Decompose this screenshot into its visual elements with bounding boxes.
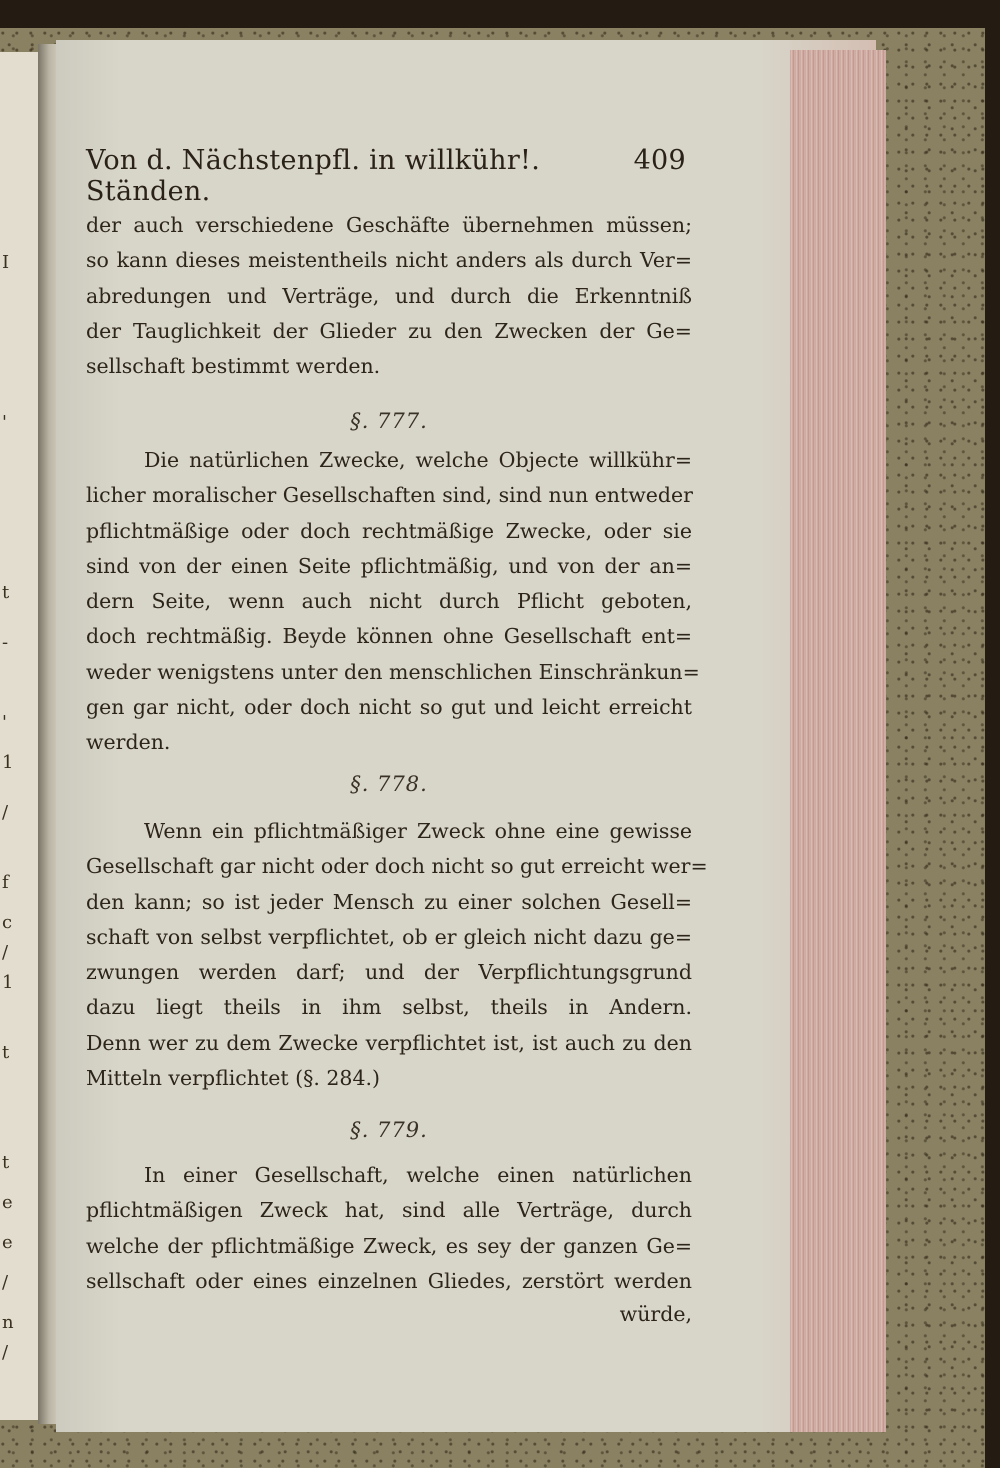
text-line: pflichtmäßige oder doch rechtmäßige Zwecke, oder sie <box>86 518 692 543</box>
text-line: dern Seite, wenn auch nicht durch Pflicht geboten, <box>86 589 692 614</box>
catchword: würde, <box>619 1302 692 1326</box>
margin-mark: / <box>2 942 9 963</box>
text-line: Die natürlichen Zwecke, welche Objecte willkühr= <box>144 448 692 472</box>
left-page-margin-marks <box>2 112 18 1462</box>
margin-mark: e <box>2 1232 13 1253</box>
section-heading-779: §. 779. <box>350 1118 428 1142</box>
margin-mark: t <box>2 1042 10 1063</box>
text-line: weder wenigstens unter den menschlichen Einschränkun= <box>86 659 700 684</box>
text-line: sind von der einen Seite pflichtmäßig, und von der an= <box>86 553 692 578</box>
text-line: der Tauglichkeit der Glieder zu den Zwecken der Ge= <box>86 318 692 343</box>
paragraph-continuation <box>86 208 692 384</box>
margin-mark: 1 <box>2 972 14 993</box>
running-header <box>86 145 686 207</box>
text-line: gen gar nicht, oder doch nicht so gut und leicht erreicht <box>86 695 692 720</box>
margin-mark: / <box>2 1342 9 1363</box>
margin-mark: I <box>2 252 10 273</box>
text-line: Mitteln verpflichtet (§. 284.) <box>86 1066 381 1091</box>
margin-mark: c <box>2 912 13 933</box>
text-line: abredungen und Verträge, und durch die Erkenntniß <box>86 283 692 308</box>
page-number: 409 <box>633 145 686 176</box>
margin-mark: n <box>2 1312 14 1333</box>
margin-mark: / <box>2 802 9 823</box>
margin-mark: - <box>2 632 9 653</box>
text-line: pflichtmäßigen Zweck hat, sind alle Verträge, durch <box>86 1198 692 1223</box>
text-line: werden. <box>86 730 171 755</box>
text-line: Gesellschaft gar nicht oder doch nicht so gut erreicht wer= <box>86 854 708 879</box>
paragraph-779 <box>86 1158 692 1299</box>
text-line: welche der pflichtmäßige Zweck, es sey der ganzen Ge= <box>86 1233 692 1258</box>
paragraph-777 <box>86 443 700 761</box>
page-edges <box>790 50 886 1432</box>
text-line: licher moralischer Gesellschaften sind, sind nun entweder <box>86 483 693 508</box>
text-line: schaft von selbst verpflichtet, ob er gleich nicht dazu ge= <box>86 924 692 949</box>
margin-mark: f <box>2 872 9 893</box>
running-title: Von d. Nächstenpfl. in willkühr!. Ständen. <box>86 145 541 207</box>
margin-mark: 1 <box>2 752 14 773</box>
section-heading-778: §. 778. <box>350 772 428 796</box>
margin-mark: t <box>2 1152 10 1173</box>
text-line: so kann dieses meistentheils nicht anders als durch Ver= <box>86 248 692 273</box>
text-line: sellschaft bestimmt werden. <box>86 354 381 379</box>
text-line: den kann; so ist jeder Mensch zu einer solchen Gesell= <box>86 889 692 914</box>
text-line: In einer Gesellschaft, welche einen natürlichen <box>144 1163 692 1187</box>
margin-mark: ' <box>2 412 7 433</box>
margin-mark: ' <box>2 712 7 733</box>
text-line: dazu liegt theils in ihm selbst, theils in Andern. <box>86 995 692 1020</box>
section-heading-777: §. 777. <box>350 409 428 433</box>
text-line: Wenn ein pflichtmäßiger Zweck ohne eine gewisse <box>144 819 692 843</box>
text-line: Denn wer zu dem Zwecke verpflichtet ist, ist auch zu den <box>86 1030 692 1055</box>
margin-mark: e <box>2 1192 13 1213</box>
margin-mark: / <box>2 1272 9 1293</box>
margin-mark: t <box>2 582 10 603</box>
left-page-edge <box>0 52 40 1420</box>
paragraph-778 <box>86 814 708 1096</box>
text-line: sellschaft oder eines einzelnen Gliedes, zerstört werden <box>86 1268 692 1293</box>
text-line: zwungen werden darf; und der Verpflichtungsgrund <box>86 960 692 985</box>
text-line: der auch verschiedene Geschäfte übernehmen müssen; <box>86 213 692 237</box>
text-line: doch rechtmäßig. Beyde können ohne Gesellschaft ent= <box>86 624 692 649</box>
